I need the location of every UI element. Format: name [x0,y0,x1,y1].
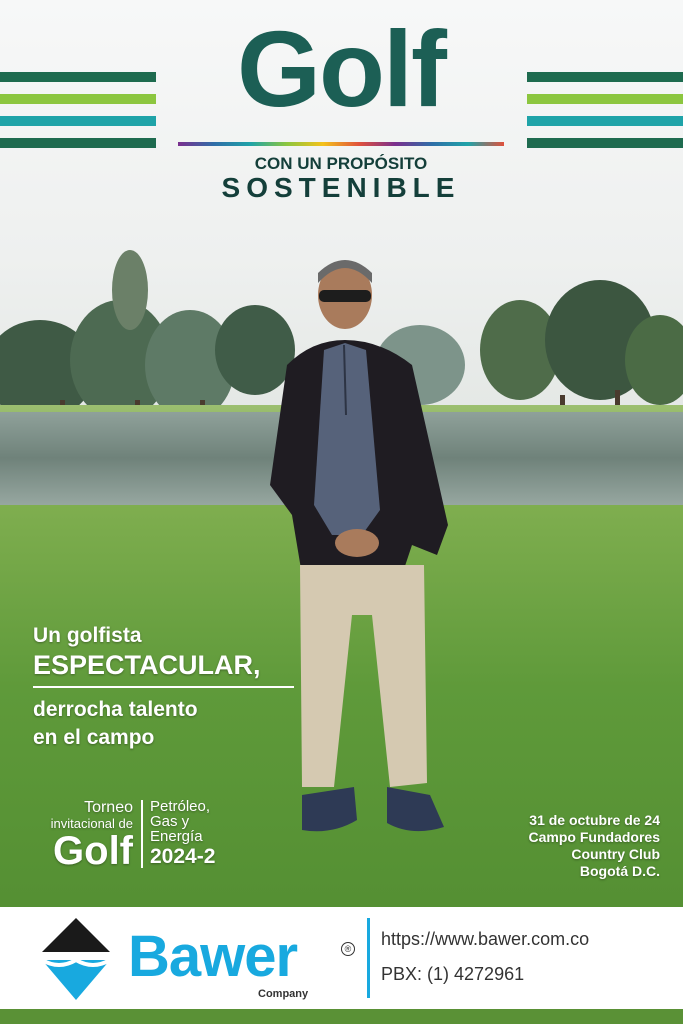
event-date: 31 de octubre de 24 [529,812,660,828]
edition: 2024-2 [150,845,216,868]
event-venue1: Campo Fundadores [528,829,660,845]
sector-line3: Energía [150,828,203,845]
event-venue2: Country Club [571,846,660,862]
tournament-divider [141,800,143,868]
stripes-left [0,72,156,160]
invitacional-label: invitacional de [50,816,133,831]
brand-company: Company [258,988,309,1000]
headline-line1: Un golfista [33,624,142,647]
phone-number: PBX: (1) 4272961 [381,964,525,984]
website-link[interactable]: https://www.bawer.com.co [381,929,590,949]
subtitle-bottom: SOSTENIBLE [221,172,461,203]
headline-line2: ESPECTACULAR, [33,650,261,680]
registered-mark: ® [341,942,355,956]
tournament-sector [150,799,215,868]
bottom-grass-strip [0,1009,683,1024]
sector-line2: Gas y [150,813,190,830]
headline-rule [33,686,294,688]
headline-line3a: derrocha talento [33,698,198,721]
golf-title: Golf [237,8,445,129]
headline-line3 [33,696,198,752]
rainbow-rule [178,142,504,146]
event-city: Bogotá D.C. [579,863,660,879]
headline-line3b: en el campo [33,726,155,749]
footer-divider [367,918,370,998]
sector-line1: Petróleo, [150,798,211,815]
tournament-logo [33,799,133,872]
event-info [470,812,660,880]
golfer-figure [262,255,462,840]
brand-name: Bawer [128,924,298,989]
bawer-logo-icon [36,916,116,1002]
torneo-label: Torneo [84,799,133,816]
stripes-right [527,72,683,160]
golf-label: Golf [53,829,133,873]
subtitle-top: CON UN PROPÓSITO [254,154,428,173]
